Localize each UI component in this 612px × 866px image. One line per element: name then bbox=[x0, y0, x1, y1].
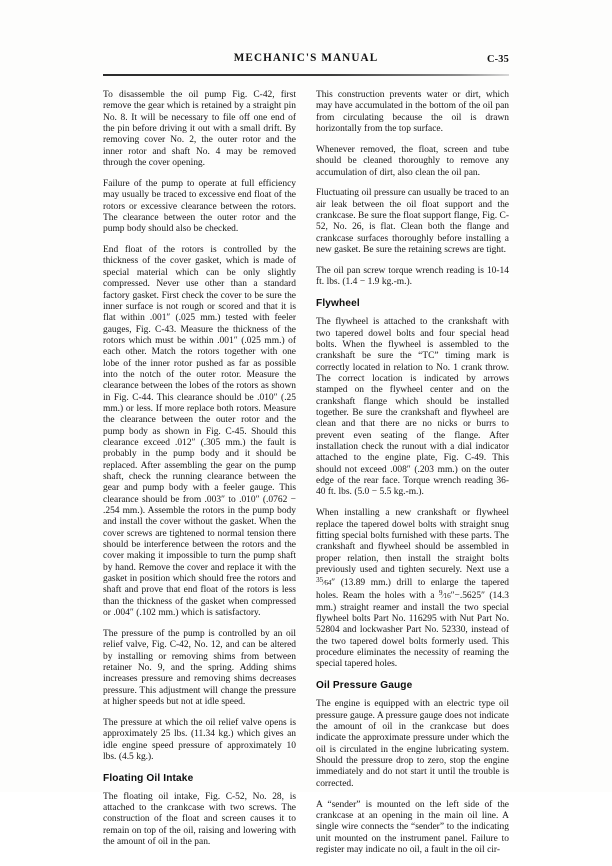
paragraph: End float of the rotors is controlled by the thickness of the cover gasket, which is made of special material which can be only slightly compressed. Never use other than a standard factory gasket. First check the cover to be sure the inner surface is not rough or scored and that it is flat within .001″ (.025 mm.) tested with feeler gauges, Fig. C-43. Measure the thickness of the rotors which must be within .001″ (.025 mm.) of each other. Match the rotors together with one lobe of the inner rotor pushed as far as possible into the notch of the outer rotor. Measure the clearance between the lobes of the rotors as shown in Fig. C-44. This clearance should be .010″ (.25 mm.) or less. If more replace both rotors. Measure the clearance between the outer rotor and the pump body as shown in Fig. C-45. Should this clearance exceed .012″ (.305 mm.) the fault is probably in the pump body and it should be replaced. After assembling the gear on the pump shaft, check the running clearance between the gear and pump body with a feeler gauge. This clearance should be from .003″ to .010″ (.0762 − .254 mm.). Assemble the rotors in the pump body and install the cover without the gasket. When the cover screws are tightened to normal tension there should be interference between the rotors and the cover making it impossible to turn the pump shaft by hand. Remove the cover and replace it with the gasket in position which should free the rotors and shaft and prove that end float of the rotors is less than the thickness of the gasket when compressed or .004″ (.102 mm.) which is satisfactory. bbox=[103, 245, 296, 619]
paragraph: The floating oil intake, Fig. C-52, No. 28, is attached to the crankcase with two screws. The construction of the float and screen causes it to remain on top of the oil, raising and lowering with the amount of oil in the pan. bbox=[103, 791, 296, 848]
fraction-denominator: 16 bbox=[443, 591, 451, 601]
fraction-35-64 bbox=[316, 576, 331, 586]
paragraph-text-part: ″−.5625″ (14.3 mm.) straight reamer and install the two special flywheel bolts Part No. 116295 with Nut Part No. 52804 and lockwasher Part No. 52330, instead of the two tapered dowel bolts formerly used. This procedure eliminates the necessity of reaming the special tapered holes. bbox=[316, 591, 510, 670]
paragraph-text-part: ″ (13.89 mm.) drill to enlarge the tapered holes. Ream the holes with a bbox=[316, 578, 509, 602]
paragraph: The pressure of the pump is controlled by an oil relief valve, Fig. C-42, No. 12, and can be altered by installing or removing shims from between retainer No. 9, and the spring. Adding shims increases pressure and removing shims decreases pressure. This adjustment will change the pressure at higher speeds but not at idle speed. bbox=[103, 628, 296, 708]
paragraph: Failure of the pump to operate at full efficiency may usually be traced to excessive end float of the rotors or excessive clearance between the rotors. The clearance between the outer rotor and the pump body should also be checked. bbox=[103, 178, 296, 235]
paragraph-with-fractions bbox=[316, 508, 509, 671]
paragraph: The engine is equipped with an electric type oil pressure gauge. A pressure gauge does not indicate the amount of oil in the crankcase but does indicate the approximate pressure under which the oil is circulated in the engine lubricating system. Should the pressure drop to zero, stop the engine immediately and do not start it until the trouble is corrected. bbox=[316, 699, 509, 789]
paragraph: To disassemble the oil pump Fig. C-42, first remove the gear which is retained by a straight pin No. 8. It will be necessary to file off one end of the pin before driving it out with a small drift. By removing cover No. 2, the outer rotor and the inner rotor and shaft No. 4 may be removed through the cover opening. bbox=[103, 90, 296, 169]
paragraph: This construction prevents water or dirt, which may have accumulated in the bottom of the oil pan from circulating because the oil is drawn horizontally from the top surface. bbox=[316, 90, 509, 135]
page-number: C-35 bbox=[487, 54, 509, 65]
paragraph: The pressure at which the oil relief valve opens is approximately 25 lbs. (11.34 kg.) which gives an idle engine speed pressure of approximately 10 lbs. (4.5 kg.). bbox=[103, 717, 296, 762]
fraction-numerator: 9 bbox=[438, 588, 443, 598]
fraction-9-16 bbox=[439, 589, 451, 599]
fraction-numerator: 35 bbox=[316, 575, 323, 585]
page-header bbox=[103, 52, 509, 74]
right-column bbox=[316, 90, 509, 866]
two-column-body bbox=[103, 90, 510, 855]
paragraph: Whenever removed, the float, screen and tube should be cleaned thoroughly to remove any accumulation of dirt, also clean the oil pan. bbox=[316, 144, 509, 178]
paragraph: The flywheel is attached to the crankshaft with two tapered dowel bolts and four special head bolts. When the flywheel is assembled to the crankshaft be sure the “TC” timing mark is correctly located in relation to No. 1 crank throw. The correct location is indicated by arrows stamped on the flywheel center and on the crankshaft flange which should be installed together. Be sure the crankshaft and flywheel are clean and that there are no nicks or burrs to prevent even seating of the flange. After installation check the runout with a dial indicator attached to the engine plate, Fig. C-49. This should not exceed .008″ (.203 mm.) on the outer edge of the rear face. Torque wrench reading 36-40 ft. lbs. (5.0 − 5.5 kg.-m.). bbox=[316, 317, 509, 498]
paragraph: A “sender” is mounted on the left side of the crankcase at an opening in the main oil line. A single wire connects the “sender” to the indicating unit mounted on the instrument panel. Failure to register may indicate no oil, a fault in the oil cir- bbox=[316, 799, 509, 855]
paragraph: The oil pan screw torque wrench reading is 10-14 ft. lbs. (1.4 − 1.9 kg.-m.). bbox=[316, 265, 509, 288]
section-heading-flywheel: Flywheel bbox=[316, 298, 360, 310]
section-heading-oil-pressure-gauge: Oil Pressure Gauge bbox=[316, 680, 413, 692]
paragraph: Fluctuating oil pressure can usually be traced to an air leak between the oil float support and the crankcase. Be sure the float support flange, Fig. C-52, No. 26, is flat. Clean both the flange and crankcase surfaces thoroughly before installing a new gasket. Be sure the retaining screws are tight. bbox=[316, 188, 509, 256]
fraction-bar: ⁄ bbox=[442, 590, 444, 600]
paragraph-text-part: When installing a new crankshaft or flywheel replace the tapered dowel bolts with straight snug fitting special bolts furnished with these parts. The crankshaft and flywheel should be assembled in proper relation, then install the straight bolts previously used and tighten securely. Next use a bbox=[316, 508, 509, 575]
fraction-denominator: 64 bbox=[324, 577, 332, 587]
fraction-bar: ⁄ bbox=[323, 577, 325, 587]
page-title: MECHANIC'S MANUAL bbox=[233, 52, 379, 64]
left-column bbox=[103, 90, 296, 858]
section-heading-floating-oil-intake: Floating Oil Intake bbox=[103, 772, 194, 784]
header-divider bbox=[103, 74, 509, 76]
